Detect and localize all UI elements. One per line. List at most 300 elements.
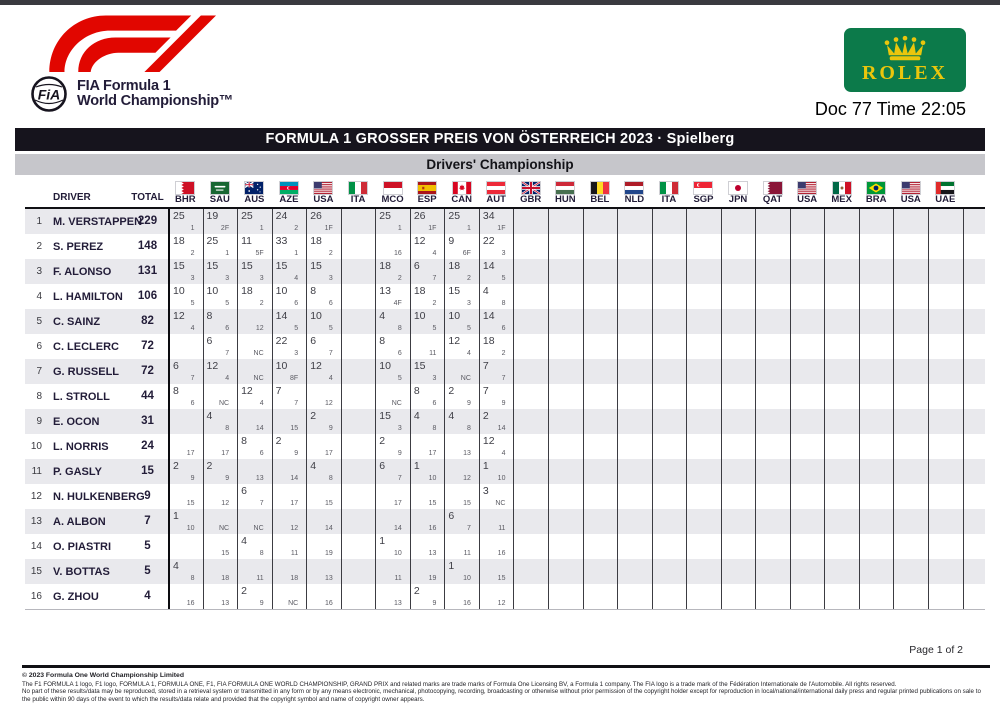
- result-cell: [548, 459, 583, 484]
- result-cell: [272, 534, 307, 559]
- race-finish-position: 6: [397, 350, 402, 357]
- result-cell: [203, 284, 238, 309]
- result-cell: [410, 559, 445, 584]
- result-cell: [721, 559, 756, 584]
- result-cell: [824, 384, 859, 409]
- race-points: 1: [482, 460, 489, 472]
- result-cell: [859, 409, 894, 434]
- driver-row-3: [25, 259, 985, 284]
- row-tail: [963, 384, 985, 409]
- result-cell: [272, 234, 307, 259]
- result-cell: [928, 409, 963, 434]
- race-finish-position: 1: [467, 225, 471, 232]
- event-title-bar: FORMULA 1 GROSSER PREIS VON ÖSTERREICH 2023 · Spielberg: [15, 128, 985, 151]
- race-finish-position: 11: [498, 525, 506, 532]
- sgp-flag-icon: [694, 182, 712, 194]
- race-finish-position: 15: [324, 500, 333, 507]
- race-finish-position: NC: [253, 350, 264, 357]
- result-cell: [583, 234, 618, 259]
- driver-row-1: [25, 209, 985, 234]
- race-finish-position: 1: [259, 225, 264, 232]
- race-points: 4: [206, 410, 213, 422]
- fia-badge-text: FiA: [37, 86, 61, 103]
- total-column-header: TOTAL: [131, 192, 164, 203]
- result-cell: [237, 534, 272, 559]
- race-finish-position: NC: [460, 375, 471, 382]
- result-cell: [583, 259, 618, 284]
- result-cell: [444, 559, 479, 584]
- result-cell: [893, 434, 928, 459]
- row-tail: [963, 259, 985, 284]
- result-cell: [168, 334, 203, 359]
- copyright-line3: No part of these results/data may be reproduced, stored in a retrieval system or transmitted in any form or by any means electronic, mechanical, photocopying, recording, broadcasting or otherwise without prior permission of the copyright holder except for reproduction in local/national/international daily press and regular printed publications on sale to the public within 90 days of the event to which the results/data relate and provided that the copyright symbol and name of copyright owner appears.: [22, 688, 981, 703]
- result-cell: [928, 559, 963, 584]
- race-finish-position: 11: [394, 575, 402, 582]
- result-cell: [583, 359, 618, 384]
- result-cell: [203, 309, 238, 334]
- result-cell: [790, 284, 825, 309]
- race-finish-position: NC: [391, 400, 402, 407]
- result-cell: [790, 309, 825, 334]
- result-cell: [617, 284, 652, 309]
- result-cell: [824, 359, 859, 384]
- result-cell: [203, 234, 238, 259]
- total-points: 44: [141, 390, 154, 402]
- result-cell: [721, 484, 756, 509]
- result-cell: [893, 484, 928, 509]
- driver-name: M. VERSTAPPEN: [53, 215, 143, 228]
- race-points: 1: [448, 560, 455, 572]
- result-cell: [168, 234, 203, 259]
- result-cell: [513, 209, 548, 234]
- race-finish-position: 13: [394, 600, 402, 607]
- result-cell: [237, 259, 272, 284]
- result-cell: [237, 284, 272, 309]
- race-finish-position: 5: [467, 325, 471, 332]
- race-points: 3: [482, 485, 489, 497]
- race-points: 6: [241, 485, 247, 497]
- result-cell: [755, 284, 790, 309]
- race-points: 8: [413, 385, 420, 397]
- result-cell: [306, 284, 341, 309]
- result-cell: [859, 459, 894, 484]
- fia-wordmark-line2: World Championship™: [77, 93, 234, 109]
- race-finish-position: 7: [190, 375, 195, 382]
- header-right: [815, 10, 966, 120]
- result-cell: [824, 334, 859, 359]
- total-points: 15: [141, 465, 154, 477]
- result-cell: [790, 534, 825, 559]
- result-cell: [479, 434, 514, 459]
- esp-flag-icon: [418, 182, 436, 194]
- race-column-header-bel: [583, 182, 618, 207]
- race-finish-position: 2: [328, 250, 333, 257]
- result-cell: [548, 434, 583, 459]
- race-points: 25: [173, 210, 185, 222]
- race-points: 7: [482, 385, 489, 397]
- driver-name: A. ALBON: [53, 515, 106, 528]
- result-cell: [652, 584, 687, 609]
- result-cell: [548, 584, 583, 609]
- result-cell: [928, 584, 963, 609]
- race-points: 14: [275, 310, 288, 322]
- race-points: 6: [310, 335, 317, 347]
- result-cell: [548, 334, 583, 359]
- result-cell: [410, 484, 445, 509]
- driver-row-15: [25, 559, 985, 584]
- result-cell: [583, 209, 618, 234]
- result-cell: [893, 534, 928, 559]
- result-cell: [513, 534, 548, 559]
- result-cell: [513, 334, 548, 359]
- result-cell: [824, 209, 859, 234]
- driver-name: G. ZHOU: [53, 590, 99, 603]
- result-cell: [859, 334, 894, 359]
- result-cell: [306, 534, 341, 559]
- result-cell: [203, 509, 238, 534]
- race-finish-position: 5: [328, 325, 333, 332]
- result-cell: [272, 209, 307, 234]
- race-finish-position: 8: [190, 575, 195, 582]
- race-points: 15: [448, 285, 461, 297]
- result-cell: [479, 534, 514, 559]
- race-finish-position: 9: [190, 475, 195, 482]
- race-finish-position: NC: [253, 525, 264, 532]
- result-cell: [755, 459, 790, 484]
- total-points: 31: [141, 415, 154, 427]
- result-cell: [548, 359, 583, 384]
- result-cell: [928, 209, 963, 234]
- result-cell: [203, 559, 238, 584]
- result-cell: [790, 359, 825, 384]
- driver-name: V. BOTTAS: [53, 565, 110, 578]
- row-tail: [963, 409, 985, 434]
- race-code: USA: [313, 194, 334, 205]
- race-column-header-hun: [548, 182, 583, 207]
- race-points: 6: [448, 510, 455, 522]
- race-finish-position: 9: [294, 450, 299, 457]
- race-code: BRA: [865, 194, 887, 205]
- result-cell: [721, 434, 756, 459]
- result-cell: [513, 309, 548, 334]
- result-cell: [652, 409, 687, 434]
- result-cell: [721, 459, 756, 484]
- result-cell: [548, 309, 583, 334]
- race-finish-position: 6: [432, 400, 437, 407]
- result-cell: [617, 559, 652, 584]
- result-cell: [375, 559, 410, 584]
- result-cell: [341, 234, 376, 259]
- result-cell: [652, 359, 687, 384]
- race-points: 4: [379, 310, 386, 322]
- result-cell: [272, 309, 307, 334]
- race-finish-position: 2: [259, 300, 264, 307]
- result-cell: [341, 509, 376, 534]
- race-finish-position: 3: [225, 275, 230, 282]
- result-cell: [893, 359, 928, 384]
- result-cell: [168, 409, 203, 434]
- jpn-flag-icon: [729, 182, 747, 194]
- race-finish-position: 9: [467, 400, 471, 407]
- race-points: 4: [241, 535, 247, 547]
- race-code: ESP: [417, 194, 437, 205]
- race-points: 18: [448, 260, 461, 272]
- race-finish-position: 11: [463, 550, 471, 557]
- result-cell: [444, 234, 479, 259]
- driver-name: C. LECLERC: [53, 340, 119, 353]
- race-finish-position: 12: [324, 400, 333, 407]
- race-finish-position: 16: [428, 525, 437, 532]
- championship-position: 7: [36, 366, 42, 377]
- race-column-header-sau: [203, 182, 238, 207]
- result-cell: [652, 334, 687, 359]
- race-points: 12: [448, 335, 461, 347]
- race-finish-position: 12: [255, 325, 264, 332]
- result-cell: [617, 384, 652, 409]
- race-finish-position: 3: [397, 425, 402, 432]
- race-points: 10: [275, 285, 288, 297]
- result-cell: [755, 209, 790, 234]
- race-finish-position: 8: [467, 425, 471, 432]
- race-points: 2: [482, 410, 489, 422]
- result-cell: [652, 309, 687, 334]
- result-cell: [790, 259, 825, 284]
- championship-position: 1: [36, 216, 42, 227]
- row-tail: [963, 559, 985, 584]
- result-cell: [168, 434, 203, 459]
- result-cell: [306, 409, 341, 434]
- result-cell: [928, 309, 963, 334]
- race-finish-position: 3: [259, 275, 264, 282]
- result-cell: [444, 584, 479, 609]
- race-finish-position: 13: [463, 450, 471, 457]
- race-finish-position: NC: [495, 500, 506, 507]
- total-points: 5: [144, 540, 151, 552]
- result-cell: [272, 559, 307, 584]
- result-cell: [444, 434, 479, 459]
- race-finish-position: 1F: [324, 225, 333, 232]
- fia-wordmark: [77, 79, 233, 109]
- race-points: 4: [413, 410, 420, 422]
- race-finish-position: 5: [190, 300, 195, 307]
- race-finish-position: 4: [432, 250, 437, 257]
- driver-name: L. NORRIS: [53, 440, 109, 453]
- race-code: AUT: [486, 194, 506, 205]
- race-code: BEL: [590, 194, 610, 205]
- race-points: 15: [379, 410, 391, 422]
- result-cell: [444, 209, 479, 234]
- result-cell: [341, 409, 376, 434]
- championship-position: 12: [30, 491, 42, 502]
- classification-subtitle-bar: Drivers' Championship: [15, 154, 985, 175]
- race-points: 1: [413, 460, 420, 472]
- race-points: 14: [482, 310, 495, 322]
- result-cell: [444, 409, 479, 434]
- result-cell: [341, 309, 376, 334]
- race-finish-position: 3: [294, 350, 299, 357]
- result-cell: [790, 559, 825, 584]
- championship-position: 8: [36, 391, 42, 402]
- race-finish-position: 17: [186, 450, 195, 457]
- race-code: SAU: [209, 194, 230, 205]
- race-finish-position: 8F: [290, 375, 299, 382]
- result-cell: [721, 334, 756, 359]
- result-cell: [168, 584, 203, 609]
- result-cell: [548, 384, 583, 409]
- race-finish-position: 14: [497, 425, 506, 432]
- race-points: 1: [173, 510, 179, 522]
- race-finish-position: NC: [253, 375, 264, 382]
- race-points: 2: [173, 460, 179, 472]
- result-cell: [824, 284, 859, 309]
- total-points: 131: [137, 265, 158, 277]
- race-points: 4: [173, 560, 179, 572]
- result-cell: [686, 559, 721, 584]
- result-cell: [583, 484, 618, 509]
- result-cell: [652, 284, 687, 309]
- race-finish-position: 1: [190, 225, 195, 232]
- race-finish-position: 8: [501, 300, 506, 307]
- result-cell: [617, 259, 652, 284]
- result-cell: [755, 559, 790, 584]
- race-code: JPN: [728, 194, 748, 205]
- result-cell: [755, 359, 790, 384]
- row-tail: [963, 309, 985, 334]
- race-code: ITA: [350, 194, 366, 205]
- result-cell: [272, 359, 307, 384]
- result-cell: [617, 434, 652, 459]
- race-points: 15: [173, 260, 185, 272]
- total-points: 72: [141, 340, 154, 352]
- race-points: 2: [241, 585, 247, 597]
- race-finish-position: 6: [501, 325, 506, 332]
- result-cell: [893, 559, 928, 584]
- race-points: 2: [206, 460, 213, 472]
- result-cell: [410, 284, 445, 309]
- race-finish-position: 8: [397, 325, 402, 332]
- total-points: 229: [137, 215, 158, 227]
- result-cell: [410, 459, 445, 484]
- ita-flag-icon: [349, 182, 367, 194]
- result-cell: [479, 459, 514, 484]
- race-finish-position: 12: [497, 600, 506, 607]
- race-points: 24: [275, 210, 288, 222]
- result-cell: [548, 534, 583, 559]
- race-points: 4: [310, 460, 317, 472]
- driver-row-6: [25, 334, 985, 359]
- result-cell: [444, 284, 479, 309]
- result-cell: [341, 209, 376, 234]
- race-points: 26: [310, 210, 322, 222]
- result-cell: [790, 334, 825, 359]
- result-cell: [790, 434, 825, 459]
- race-code: USA: [900, 194, 921, 205]
- race-finish-position: NC: [218, 525, 230, 532]
- race-finish-position: 9: [397, 450, 402, 457]
- result-cell: [893, 209, 928, 234]
- total-points: 7: [144, 515, 151, 527]
- header-left: [28, 10, 233, 120]
- copyright-line2: The F1 FORMULA 1 logo, F1 logo, FORMULA 1, FORMULA ONE, F1, FIA FORMULA ONE WORLD CHAMPIONSHIP, GRAND PRIX and related marks are trade marks of Formula One Licensing BV, a Formula 1 company. The FIA logo is a trade mark of the Fédération Internationale de l'Automobile. All rights reserved.: [22, 681, 897, 688]
- result-cell: [444, 459, 479, 484]
- result-cell: [444, 309, 479, 334]
- championship-position: 16: [30, 591, 42, 602]
- result-cell: [824, 559, 859, 584]
- result-cell: [272, 459, 307, 484]
- result-cell: [410, 384, 445, 409]
- result-cell: [721, 509, 756, 534]
- race-finish-position: 5: [432, 325, 437, 332]
- result-cell: [513, 584, 548, 609]
- race-code: GBR: [520, 194, 542, 205]
- race-finish-position: 4: [259, 400, 264, 407]
- result-cell: [721, 309, 756, 334]
- result-cell: [548, 559, 583, 584]
- nld-flag-icon: [625, 182, 643, 194]
- result-cell: [755, 309, 790, 334]
- driver-row-13: [25, 509, 985, 534]
- race-points: 10: [275, 360, 288, 372]
- race-finish-position: 15: [463, 500, 471, 507]
- race-finish-position: 7: [259, 500, 264, 507]
- result-cell: [686, 509, 721, 534]
- result-cell: [652, 509, 687, 534]
- race-points: 8: [173, 385, 179, 397]
- race-finish-position: 1: [225, 250, 230, 257]
- race-finish-position: 9: [328, 425, 333, 432]
- result-cell: [306, 459, 341, 484]
- result-cell: [617, 359, 652, 384]
- race-points: 2: [413, 585, 420, 597]
- race-finish-position: 16: [324, 600, 333, 607]
- result-cell: [790, 459, 825, 484]
- race-code: NLD: [624, 194, 645, 205]
- result-cell: [479, 284, 514, 309]
- result-cell: [859, 484, 894, 509]
- result-cell: [410, 309, 445, 334]
- result-cell: [444, 384, 479, 409]
- race-column-header-gbr: [513, 182, 548, 207]
- result-cell: [306, 509, 341, 534]
- row-tail: [963, 334, 985, 359]
- race-finish-position: 1: [397, 225, 402, 232]
- result-cell: [168, 509, 203, 534]
- result-cell: [168, 484, 203, 509]
- result-cell: [203, 409, 238, 434]
- result-cell: [237, 209, 272, 234]
- race-finish-position: 1F: [428, 225, 437, 232]
- race-points: 12: [310, 360, 322, 372]
- result-cell: [203, 459, 238, 484]
- result-cell: [306, 434, 341, 459]
- bhr-flag-icon: [176, 182, 194, 194]
- race-column-header-usa: [893, 182, 928, 207]
- result-cell: [410, 584, 445, 609]
- race-points: 25: [206, 235, 219, 247]
- race-points: 8: [241, 435, 247, 447]
- total-points: 148: [137, 240, 158, 252]
- race-finish-position: 8: [328, 475, 333, 482]
- result-cell: [272, 434, 307, 459]
- race-points: 25: [241, 210, 253, 222]
- result-cell: [721, 534, 756, 559]
- race-finish-position: 4: [225, 375, 230, 382]
- result-cell: [168, 459, 203, 484]
- result-cell: [652, 534, 687, 559]
- race-code: MEX: [831, 194, 852, 205]
- result-cell: [410, 534, 445, 559]
- race-finish-position: 12: [221, 500, 230, 507]
